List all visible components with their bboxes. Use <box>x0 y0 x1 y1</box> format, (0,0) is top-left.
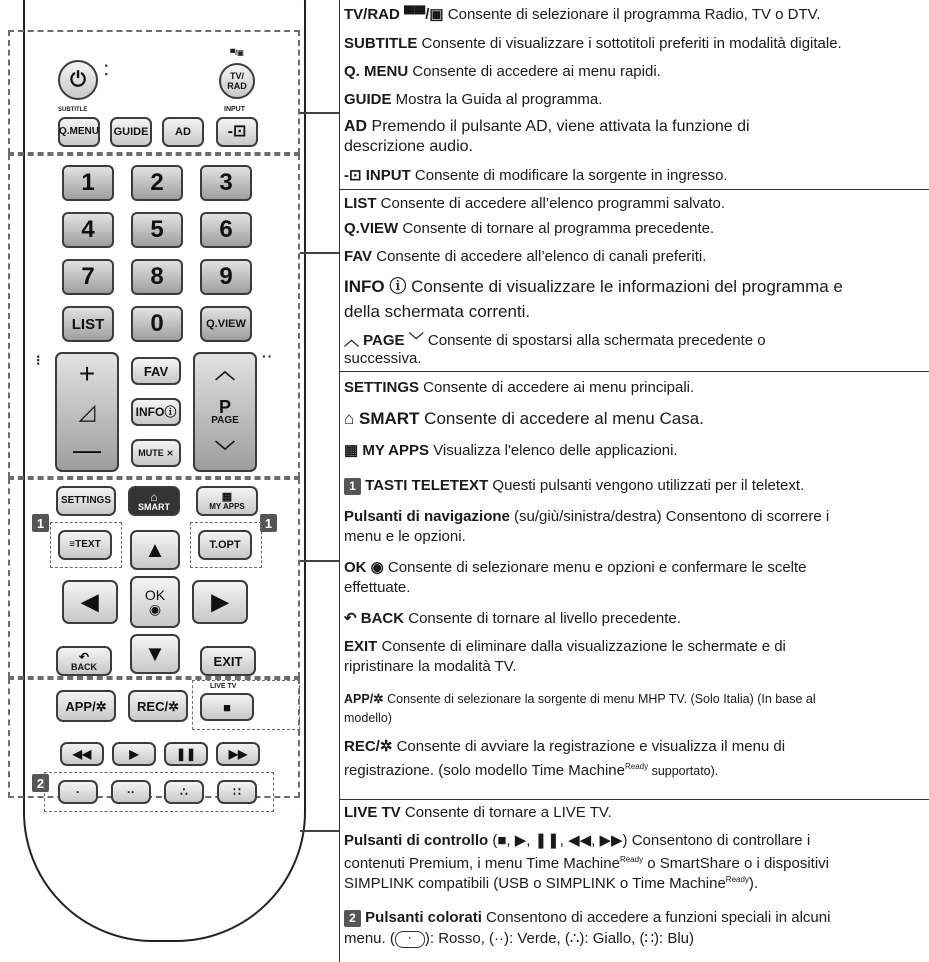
desc-line: descrizione audio. <box>344 138 473 155</box>
teletext-tag-left: 1 <box>32 514 49 532</box>
desc-line: Pulsanti di controllo (■, ▶, ❚❚, ◀◀, ▶▶) Consentono di controllare i <box>344 832 811 849</box>
blue-button[interactable] <box>217 780 257 804</box>
tvrad-icon-label: ▀/▣ <box>230 50 244 57</box>
num-9-button[interactable]: 9 <box>200 259 252 295</box>
subtitle-label: SUBTITLE <box>58 107 88 113</box>
num-2-button[interactable]: 2 <box>131 165 183 201</box>
num-5-button[interactable]: 5 <box>131 212 183 248</box>
livetv-label: LIVE TV <box>210 683 237 690</box>
input-button[interactable] <box>216 117 258 147</box>
dot3-icon: ∴ <box>180 785 188 799</box>
arrow-left-icon: ◀ <box>81 589 99 614</box>
smart-button[interactable] <box>128 486 180 516</box>
desc-line: registrazione. (solo modello Time Machine$^{Ready}$ supportato). <box>344 762 719 779</box>
remote-illustration <box>0 0 325 962</box>
ok-label: OK <box>144 587 166 603</box>
desc-line: AD Premendo il pulsante AD, viene attivata la funzione di <box>344 118 750 135</box>
description-panel <box>339 0 929 962</box>
desc-line: della schermata correnti. <box>344 302 531 321</box>
desc-line: menu. ( · ): Rosso, (··): Verde, (∴): Giallo, (∷): Blu) <box>344 930 694 947</box>
ok-button[interactable] <box>130 576 180 628</box>
volume-ramp-icon: ◿ <box>78 398 96 424</box>
qmenu-button[interactable]: Q.MENU <box>58 117 100 147</box>
app-button[interactable]: APP/✲ <box>56 690 116 722</box>
num-4-button[interactable]: 4 <box>62 212 114 248</box>
desc-line: menu e le opzioni. <box>344 528 466 545</box>
desc-line: 2 Pulsanti colorati Consentono di accedere a funzioni speciali in alcuni <box>344 909 926 927</box>
num-8-button[interactable]: 8 <box>131 259 183 295</box>
dot4-icon: ∷ <box>233 785 241 799</box>
rewind-icon: ◀◀ <box>72 747 92 761</box>
play-button[interactable] <box>112 742 156 766</box>
connector-numbers <box>300 252 340 254</box>
page-dots: ·· <box>262 348 274 364</box>
back-button[interactable] <box>56 646 112 676</box>
play-icon: ▶ <box>129 747 139 761</box>
desc-line: ↶ BACK Consente di tornare al livello precedente. <box>344 610 681 627</box>
desc-line: SETTINGS Consente di accedere ai menu principali. <box>344 379 695 396</box>
section-control <box>340 800 929 962</box>
settings-button[interactable]: SETTINGS <box>56 486 116 516</box>
yellow-button[interactable] <box>164 780 204 804</box>
volume-up-icon: + <box>78 358 96 390</box>
livetv-button[interactable] <box>200 693 254 721</box>
arrow-down-icon: ▼ <box>144 641 166 666</box>
connector-top <box>300 112 340 114</box>
ad-button[interactable]: AD <box>162 117 204 147</box>
text-button[interactable]: ≡TEXT <box>58 530 112 560</box>
desc-line: SIMPLINK compatibili (USB o SIMPLINK o Time Machine$^{Ready}$). <box>344 875 759 892</box>
power-button[interactable] <box>58 60 98 100</box>
desc-line: GUIDE Mostra la Guida al programma. <box>344 91 603 108</box>
nav-left-button[interactable] <box>62 580 118 624</box>
desc-line: 1 TASTI TELETEXT Questi pulsanti vengono utilizzati per il teletext. <box>344 477 926 495</box>
desc-line: successiva. <box>344 350 422 367</box>
myapps-icon: ▦ <box>221 490 233 503</box>
arrow-right-icon: ▶ <box>211 589 229 614</box>
pause-icon: ❚❚ <box>175 747 197 761</box>
teletext-tag-right: 1 <box>260 514 277 532</box>
back-label: BACK <box>71 661 97 672</box>
color-tag: 2 <box>32 774 49 792</box>
num-0-button[interactable]: 0 <box>131 306 183 342</box>
input-icon: -⊡ <box>227 123 247 140</box>
desc-line: OK ◉ Consente di selezionare menu e opzioni e confermare le scelte <box>344 559 807 576</box>
volume-rocker[interactable] <box>55 352 119 472</box>
section-numbers <box>340 190 929 372</box>
num-7-button[interactable]: 7 <box>62 259 114 295</box>
desc-line: -⊡ INPUT Consente di modificare la sorgente in ingresso. <box>344 167 728 184</box>
desc-line: TV/RAD ▀▀/▣ Consente di selezionare il programma Radio, TV o DTV. <box>344 6 821 23</box>
desc-line: EXIT Consente di eliminare dalla visualizzazione le schermate e di <box>344 638 786 655</box>
volume-down-icon: — <box>73 433 101 465</box>
rec-button[interactable]: REC/✲ <box>128 690 188 722</box>
superscript-ready: Ready <box>725 875 749 884</box>
myapps-button[interactable] <box>196 486 258 516</box>
page-label-group <box>211 398 239 426</box>
arrow-up-icon: ▲ <box>144 537 166 562</box>
desc-line: ︿ PAGE ﹀ Consente di spostarsi alla schermata precedente o <box>344 332 766 349</box>
mute-button[interactable]: MUTE ⨯ <box>131 439 181 467</box>
num-1-button[interactable]: 1 <box>62 165 114 201</box>
nav-right-button[interactable] <box>192 580 248 624</box>
qview-button[interactable]: Q.VIEW <box>200 306 252 342</box>
desc-line: FAV Consente di accedere all’elenco di canali preferiti. <box>344 248 707 265</box>
power-dots: ⁚ <box>104 62 110 78</box>
dot1-icon: · <box>76 785 80 799</box>
superscript-ready: Ready <box>619 855 644 864</box>
page-up-icon: ︿ <box>215 361 235 383</box>
ok-icon: ◉ <box>148 601 162 617</box>
myapps-label: MY APPS <box>209 501 245 511</box>
fav-button[interactable]: FAV <box>131 357 181 385</box>
color-number-badge: 2 <box>344 910 361 927</box>
desc-line: Q. MENU Consente di accedere ai menu rapidi. <box>344 63 661 80</box>
desc-line: effettuate. <box>344 579 411 596</box>
input-label: INPUT <box>224 106 245 113</box>
desc-line: SUBTITLE Consente di visualizzare i sottotitoli preferiti in modalità digitale. <box>344 35 842 52</box>
stop-icon: ■ <box>223 699 231 715</box>
num-3-button[interactable]: 3 <box>200 165 252 201</box>
page-rocker[interactable] <box>193 352 257 472</box>
tvrad-button[interactable]: TV/ RAD <box>219 63 255 99</box>
connector-nav <box>300 560 340 562</box>
list-button[interactable]: LIST <box>62 306 114 342</box>
guide-button[interactable]: GUIDE <box>110 117 152 147</box>
pause-button[interactable] <box>164 742 208 766</box>
desc-line: ▦ MY APPS Visualizza l'elenco delle applicazioni. <box>344 442 678 459</box>
desc-line: LIST Consente di accedere all’elenco programmi salvato. <box>344 195 726 212</box>
red-dot-icon: · <box>395 931 425 948</box>
desc-line: INFO ⓘ Consente di visualizzare le informazioni del programma e <box>344 277 843 296</box>
desc-line: ⌂ SMART Consente di accedere al menu Casa. <box>344 409 704 428</box>
forward-button[interactable] <box>216 742 260 766</box>
dot2-icon: ·· <box>127 785 135 799</box>
rewind-button[interactable] <box>60 742 104 766</box>
info-button[interactable]: INFOⓘ <box>131 398 181 426</box>
topt-button[interactable]: T.OPT <box>198 530 252 560</box>
desc-line: contenuti Premium, i menu Time Machine$^{Ready}$ o SmartShare o i dispositivi <box>344 855 829 872</box>
home-icon: ⌂ <box>150 489 158 504</box>
desc-line: ripristinare la modalità TV. <box>344 658 517 675</box>
green-button[interactable] <box>111 780 151 804</box>
section-top <box>340 0 929 190</box>
desc-line: REC/✲ Consente di avviare la registrazione e visualizza il menu di <box>344 738 786 755</box>
forward-icon: ▶▶ <box>228 747 248 761</box>
back-icon: ↶ <box>78 649 90 664</box>
connector-control <box>300 830 340 832</box>
nav-up-button[interactable] <box>130 530 180 570</box>
page-down-icon: ﹀ <box>215 441 235 463</box>
desc-line: Q.VIEW Consente di tornare al programma precedente. <box>344 220 715 237</box>
num-6-button[interactable]: 6 <box>200 212 252 248</box>
desc-line: modello) <box>344 711 392 725</box>
red-button[interactable] <box>58 780 98 804</box>
exit-button[interactable]: EXIT <box>200 646 256 676</box>
page-label: PAGE <box>211 415 239 426</box>
volume-dots: ⁝ <box>36 352 42 368</box>
power-icon: ⏻ <box>70 69 86 91</box>
nav-down-button[interactable] <box>130 634 180 674</box>
desc-line: LIVE TV Consente di tornare a LIVE TV. <box>344 804 612 821</box>
desc-line: APP/✲ Consente di selezionare la sorgente di menu MHP TV. (Solo Italia) (In base al <box>344 692 816 706</box>
superscript-ready: Ready <box>624 762 649 771</box>
section-navigation <box>340 372 929 800</box>
desc-line: Pulsanti di navigazione (su/giù/sinistra/destra) Consentono di scorrere i <box>344 508 830 525</box>
smart-label: SMART <box>138 501 170 512</box>
page-p-label: P <box>218 397 231 417</box>
teletext-number-badge: 1 <box>344 478 361 495</box>
